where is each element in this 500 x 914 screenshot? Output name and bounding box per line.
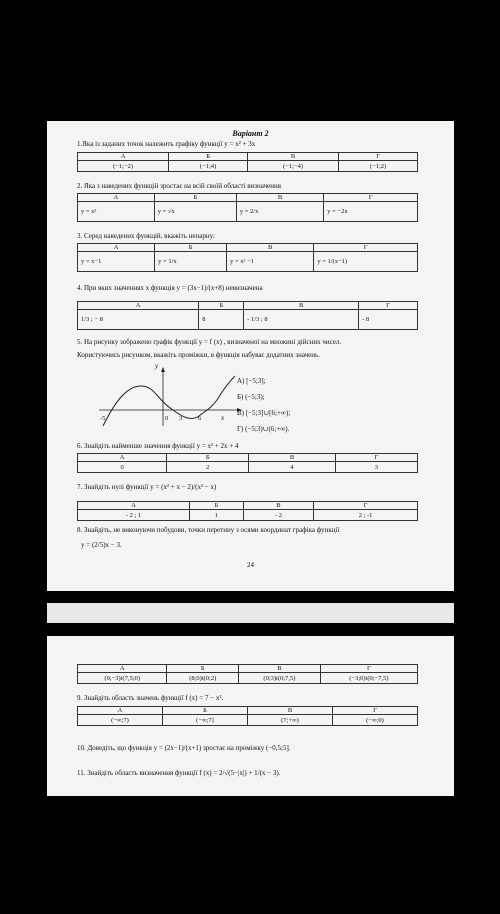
answer-d: (−∞;0) [333,715,418,726]
answer-b: (8;0)i(0;2) [167,673,239,684]
header-d: Г [314,502,418,510]
answer-c: (0;3)i(0;7,5) [239,673,321,684]
question-8-answers [77,664,418,684]
question-5-option-c: В) [−5;3]∪[6;+∞); [237,409,291,417]
question-10-text: 10. Доведіть, що функція y = (2x−1)/(x+1) зростає на проміжку (−0,5;5]. [77,744,291,752]
tick-label-minus-5: -5 [100,415,106,422]
answer-d: (−1;2) [339,161,418,172]
tick-label-6: 6 [198,415,202,422]
header-c: В [239,665,321,673]
answer-c: - 1/3 ; 8 [244,310,359,330]
question-5-option-a: А) [−5;3]; [237,377,266,385]
answer-c: (7;+∞) [248,715,333,726]
question-2-text: 2. Яка з наведених функцій зростає на всій своїй області визначення [77,182,281,190]
answer-a: y = x² [78,202,155,222]
answer-a: (−1;−2) [78,161,169,172]
header-a: А [78,707,163,715]
tick-label-0: 0 [165,415,169,422]
page-separator [47,603,454,623]
header-d: Г [339,153,418,161]
answer-b: 1 [190,510,244,521]
header-b: Б [163,707,248,715]
question-8-text: 8. Знайдіть, не виконуючи побудови, точки перетину з осями координат графіка функції [77,526,340,534]
question-11-text: 11. Знайдіть область визначення функції f (x) = 2/√(5−|x|) + 1/(x − 3). [77,769,281,777]
x-axis-label: x [221,414,225,422]
question-7-answers [77,501,418,521]
answer-b: y = √x [154,202,236,222]
answer-c: 4 [249,462,336,473]
answer-a: 1/3 ; − 8 [78,310,199,330]
header-d: Г [314,244,418,252]
header-b: Б [167,665,239,673]
answer-d: (−3;0)i(0;−7,5) [320,673,417,684]
question-1-text: 1.Яка із заданих точок належить графіку функції y = x² + 3x [77,140,256,148]
answer-a: (−∞;7) [78,715,163,726]
header-d: Г [359,302,418,310]
header-c: В [247,153,338,161]
header-c: В [243,502,313,510]
header-c: В [248,707,333,715]
answer-d: - 8 [359,310,418,330]
question-9-text: 9. Знайдіть область значень функції f (x) = 7 − x². [77,694,224,702]
y-axis-label: y [155,364,159,370]
answer-b: 8 [199,310,244,330]
question-5-option-b: Б) (−5;3); [237,393,265,401]
tick-label-3: 3 [179,415,183,422]
header-b: Б [199,302,244,310]
question-1-answers [77,152,418,172]
answer-a: - 2 ; 1 [78,510,190,521]
answer-c: y = 2/x [236,202,323,222]
header-c: В [249,454,336,462]
worksheet-page-2 [47,636,454,796]
header-d: Г [320,665,417,673]
answer-b: (−∞;7] [163,715,248,726]
header-b: Б [167,454,249,462]
header-c: В [236,194,323,202]
answer-d: y = −2x [324,202,418,222]
header-a: А [78,454,167,462]
question-3-text: 3. Серед наведених функцій, вкажіть непарну: [77,232,215,240]
header-d: Г [333,707,418,715]
question-6-answers [77,453,418,473]
question-9-answers [77,706,418,726]
answer-d: 3 [335,462,417,473]
question-7-text: 7. Знайдіть нулі функції y = (x² + x − 2)/(x² − x) [77,483,217,491]
page-number: 24 [247,561,254,569]
function-graph [95,364,245,429]
header-d: Г [335,454,417,462]
answer-b: 2 [167,462,249,473]
y-axis-arrow [161,367,165,372]
question-8-formula: y = (2/5)x − 3. [81,541,122,549]
function-curve [103,376,235,426]
header-b: Б [169,153,248,161]
header-a: А [78,153,169,161]
question-5-option-d: Г) (−5;3)∪(6;+∞). [237,425,290,433]
header-a: А [78,194,155,202]
answer-a: (0;−3)i(7,5;0) [78,673,167,684]
answer-d: 2 ; -1 [314,510,418,521]
header-b: Б [154,194,236,202]
header-b: Б [190,502,244,510]
worksheet-page-1 [47,121,454,591]
header-a: А [78,302,199,310]
answer-c: - 2 [243,510,313,521]
answer-b: (−1;4) [169,161,248,172]
question-4-text: 4. При яких значеннях x функція y = (3x−1)/(x+8) невизначена [77,284,263,292]
question-3-answers [77,243,418,272]
question-4-answers [77,301,418,330]
header-a: А [78,244,155,252]
header-a: А [78,502,190,510]
header-c: В [227,244,314,252]
header-b: Б [155,244,227,252]
header-a: А [78,665,167,673]
header-c: В [244,302,359,310]
question-5-text-line-2: Користуючись рисунком, вкажіть проміжки, в функція набуває додатних значень. [77,351,320,359]
answer-a: y = x−1 [78,252,155,272]
variant-title: Варіант 2 [232,129,269,138]
answer-c: y = x² −1 [227,252,314,272]
header-d: Г [324,194,418,202]
question-6-text: 6. Знайдіть найменше значення функції y = x² + 2x + 4 [77,442,239,450]
answer-c: (−1;−4) [247,161,338,172]
question-5-text-line-1: 5. На рисунку зображено графік функції y = f (x) , визначеної на множині дійсних чисел. [77,338,342,346]
answer-a: 0 [78,462,167,473]
answer-d: y = 1/(x−1) [314,252,418,272]
answer-b: y = 1/x [155,252,227,272]
question-2-answers [77,193,418,222]
